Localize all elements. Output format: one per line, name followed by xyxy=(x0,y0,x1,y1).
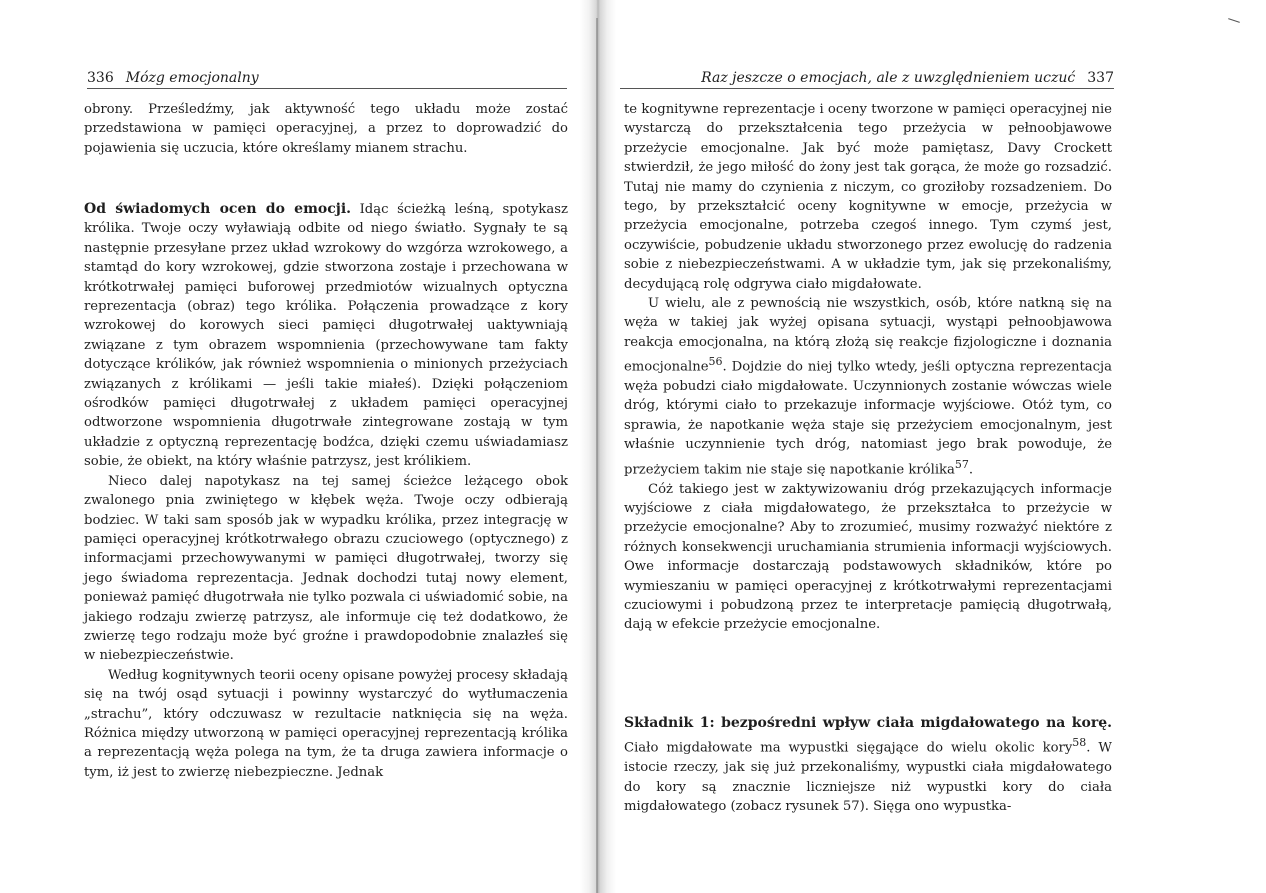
right-paragraph-3: Cóż takiego jest w zaktywizowaniu dróg przekazujących informacje wyjściowe z ciała migdałowatego, że przekształca to przeżycie w przeżycie emocjonalne? Aby to zrozumieć, musimy rozważyć niektóre z różnych konsekwencji uruchamiania strumienia informacji wyjściowych. Owe informacje dostarczają podstawowych składników, które po wymieszaniu w pamięci operacyjnej z krótkotrwałymi reprezentacjami czuciowymi i pobudzoną przez te interpretacje pamięcią długotrwałą, dają w efekcie przeżycie emocjonalne. xyxy=(624,481,1112,633)
right-section-paragraph xyxy=(624,714,1112,816)
left-running-title: Mózg emocjonalny xyxy=(125,70,259,86)
left-opening-text xyxy=(84,100,568,158)
left-page-number: 336 xyxy=(87,70,114,86)
section-heading: Od świadomych ocen do emocji. xyxy=(84,201,352,217)
left-page xyxy=(0,0,590,893)
right-paragraph-1: te kognitywne reprezentacje i oceny tworzone w pamięci operacyjnej nie wystarczą do przekształcenia tego przeżycia w pełnoobjawowe przeżycie emocjonalne. Jak być może pamiętasz, Davy Crockett stwierdził, że jego miłość do żony jest tak gorąca, że może go rozsadzić. Tutaj nie mamy do czynienia z niczym, co groziłoby rozsadzeniem. Do tego, by przekształcić oceny kognitywne w emocje, przeżycia w przeżycia emocjonalne, potrzeba czegoś innego. Tym czymś jest, oczywiście, pobudzenie układu stworzonego przez ewolucję do radzenia sobie z niebezpieczeństwami. A w układzie tym, jak się przekonaliśmy, decydującą rolę odgrywa ciało migdałowate. xyxy=(624,102,1112,292)
footnote-57: 57 xyxy=(954,457,969,471)
right-body-text xyxy=(624,100,1112,635)
section-paragraph-1-text: Idąc ścieżką leśną, spotykasz królika. Twoje oczy wyławiają odbite od niego światło. Sygnały te są następnie przesyłane przez układ wzrokowy do wzgórza wzrokowego, a stamtąd do kory wzrokowej, gdzie stworzona zostaje i przechowana w krótkotrwałej pamięci buforowej przedmiotów wizualnych optyczna reprezentacja (obraz) tego królika. Połączenia prowadzące z kory wzrokowej do korowych sieci pamięci długotrwałej uaktywniają związane z tym obrazem wspomnienia (przechowywane tam fakty dotyczące królików, jak również wspomnienia o minionych przeżyciach związanych z królikami — jeśli takie miałeś). Dzięki połączeniom ośrodków pamięci długotrwałej z układem pamięci operacyjnej odtworzone wspomnienia długotrwałe zintegrowane zostają w tym układzie z optyczną reprezentację bodźca, dzięki czemu uświadamiasz sobie, że obiekt, na który właśnie patrzysz, jest królikiem. xyxy=(84,202,568,470)
section-paragraph-3: Według kognitywnych teorii oceny opisane powyżej procesy składają się na twój osąd sytuacji i powinny wystarczyć do wytłumaczenia „strachu”, który odczuwasz w rezultacie natknięcia się na węża. Różnica między utworzoną w pamięci operacyjnej reprezentacją królika a reprezentacją węża polega na tym, że ta druga zawiera informacje o tym, iż jest to zwierzę niebezpieczne. Jednak xyxy=(84,667,568,780)
right-section-text xyxy=(624,714,1112,816)
right-paragraph-2-text-c: . xyxy=(968,462,974,478)
section-paragraph-2: Nieco dalej napotykasz na tej samej ścieżce leżącego obok zwalonego pnia zwiniętego w kłębek węża. Twoje oczy odbierają bodziec. W taki sam sposób jak w wypadku królika, przez integrację w pamięci operacyjnej krótkotrwałego obrazu czuciowego (optycznego) z informacjami przechowywanymi w pamięci długotrwałej, tworzy się jego świadoma reprezentacja. Jednak dochodzi tutaj nowy element, ponieważ pamięć długotrwała nie tylko pozwala ci uświadomić sobie, na jakiego rodzaju zwierzę patrzysz, ale informuje cię też dodatkowo, że zwierzę tego rodzaju może być groźne i prawdopodobnie znalazłeś się w niebezpieczeństwie. xyxy=(84,473,568,664)
left-running-head xyxy=(87,68,567,89)
right-running-title: Raz jeszcze o emocjach, ale z uwzględnieniem uczuć xyxy=(701,70,1076,86)
right-page-number: 337 xyxy=(1087,70,1114,86)
right-section-text-a: Ciało migdałowate ma wypustki sięgające do wielu okolic kory xyxy=(624,740,1073,756)
right-section-heading: Składnik 1: bezpośredni wpływ ciała migdałowatego na korę. xyxy=(624,715,1112,731)
right-paragraph-2-text-a: U wielu, ale z pewnością nie wszystkich, osób, które natkną się na węża w takiej jak wyżej opisana sytuacji, wystąpi pełnoobjawowa reakcja emocjonalna, na którą złożą się reakcje fizjologiczne i doznania emocjonalne xyxy=(624,296,1112,375)
opening-paragraph: obrony. Prześledźmy, jak aktywność tego układu może zostać przedstawiona w pamięci operacyjnej, a przez to doprowadzić do pojawienia się uczucia, które określamy mianem strachu. xyxy=(84,102,568,156)
right-running-head xyxy=(620,68,1114,89)
right-page xyxy=(600,0,1266,893)
left-section-text xyxy=(84,200,568,782)
right-paragraph-2-text-b: . Dojdzie do niej tylko wtedy, jeśli optyczna reprezentacja węża pobudzi ciało migdałowate. Uczynnionych zostanie wówczas wiele dróg, którymi ciało to przekazuje informacje wyjściowe. Otóż tym, co sprawia, że napotkanie węża staje się przeżyciem emocjonalnym, jest właśnie uczynnienie tych dróg, natomiast jego brak powoduje, że przeżyciem takim nie staje się napotkanie królika xyxy=(624,359,1112,478)
section-paragraph-1 xyxy=(84,200,568,472)
footnote-56: 56 xyxy=(708,355,723,369)
right-paragraph-2 xyxy=(624,294,1112,479)
book-spine-shadow xyxy=(596,18,598,893)
footnote-58: 58 xyxy=(1072,736,1087,750)
right-section-text-b: . W istocie rzeczy, jak się już przekonaliśmy, wypustki ciała migdałowatego do kory są znacznie liczniejsze niż wypustki kory do ciała migdałowatego (zobacz rysunek 57). Sięga ono wypustka- xyxy=(624,740,1112,815)
